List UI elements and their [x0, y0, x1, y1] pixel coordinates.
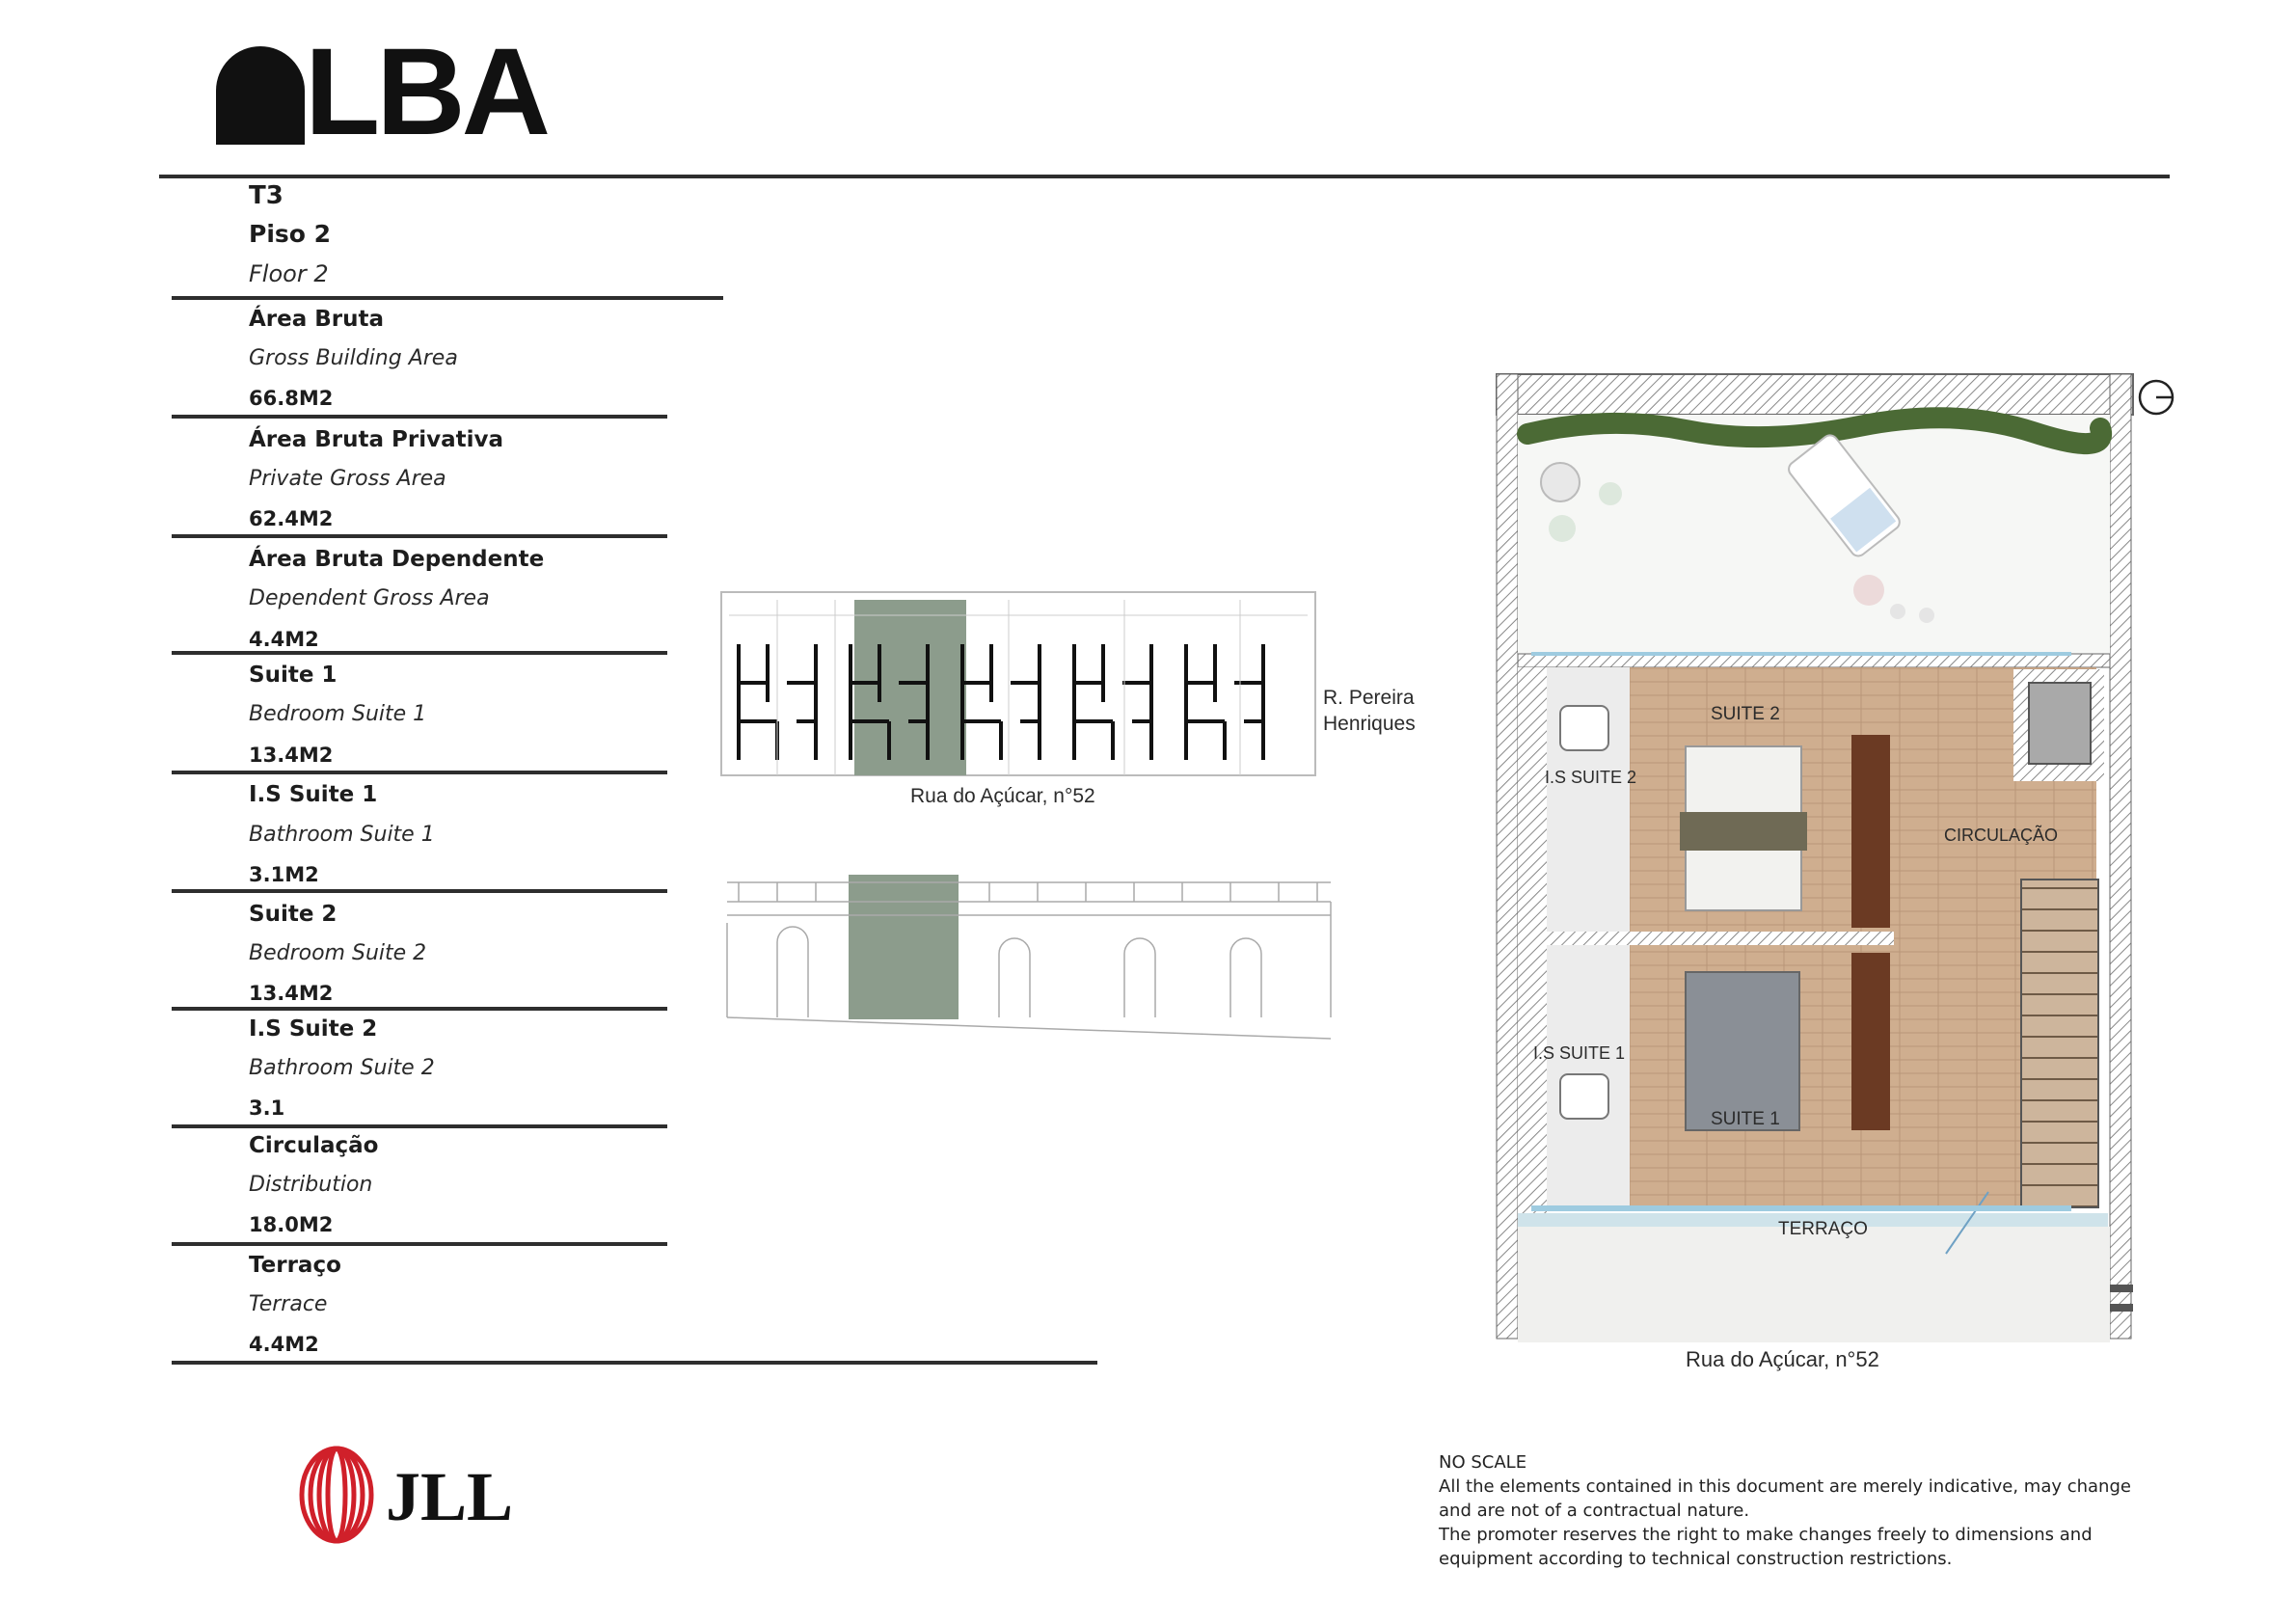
jll-logo	[297, 1445, 519, 1545]
floor-pt: Piso 2	[249, 220, 332, 248]
site-plan	[719, 586, 1317, 779]
room-label-is-suite2: I.S SUITE 2	[1545, 768, 1637, 787]
room-label-terraco: TERRAÇO	[1778, 1219, 1868, 1239]
street-front-label: Rua do Açúcar, n°52	[910, 785, 1095, 807]
jll-mark-icon	[297, 1445, 376, 1545]
area-label-en: Bedroom Suite 1	[249, 702, 427, 726]
brand-logo	[216, 23, 554, 161]
area-value: 13.4M2	[249, 982, 334, 1005]
area-label: I.S Suite 2	[249, 1016, 378, 1042]
divider	[172, 1242, 667, 1246]
area-label: Suite 1	[249, 663, 338, 688]
area-value: 18.0M2	[249, 1213, 334, 1236]
area-label-en: Bathroom Suite 2	[249, 1056, 435, 1080]
north-marker-icon	[2137, 378, 2175, 417]
area-label-en: Terrace	[249, 1292, 328, 1316]
room-label-circulacao: CIRCULAÇÃO	[1944, 826, 2059, 845]
divider	[172, 889, 667, 893]
street-side-line2: Henriques	[1323, 713, 1416, 735]
area-value: 13.4M2	[249, 744, 334, 767]
header-rule	[159, 175, 2170, 178]
disclaimer-line: The promoter reserves the right to make changes freely to dimensions and	[1439, 1525, 2093, 1545]
area-value: 4.4M2	[249, 628, 319, 651]
area-value: 3.1M2	[249, 863, 319, 886]
floor-plan	[1493, 359, 2158, 1342]
area-label-en: Private Gross Area	[249, 467, 446, 491]
divider	[172, 1124, 667, 1128]
area-label: Circulação	[249, 1133, 379, 1158]
street-side-line1: R. Pereira	[1323, 687, 1415, 709]
disclaimer-line: equipment according to technical construction restrictions.	[1439, 1549, 1953, 1569]
unit-type: T3	[249, 181, 284, 210]
room-label-is-suite1: I.S SUITE 1	[1533, 1043, 1626, 1063]
disclaimer-title: NO SCALE	[1439, 1452, 1527, 1473]
arch-icon	[216, 46, 305, 145]
area-label: Terraço	[249, 1253, 341, 1278]
area-value: 4.4M2	[249, 1333, 319, 1356]
divider	[172, 296, 723, 300]
jll-text: JLL	[386, 1458, 514, 1535]
area-label: Área Bruta Privativa	[249, 427, 504, 452]
floor-plan-street: Rua do Açúcar, n°52	[1686, 1347, 1879, 1371]
divider	[172, 771, 667, 774]
divider	[172, 415, 667, 419]
divider	[172, 534, 667, 538]
area-label-en: Dependent Gross Area	[249, 586, 490, 610]
area-label: Área Bruta	[249, 307, 385, 332]
area-label: Área Bruta Dependente	[249, 547, 545, 572]
room-label-suite2: SUITE 2	[1711, 704, 1780, 724]
area-label: Suite 2	[249, 902, 338, 927]
area-value: 3.1	[249, 1096, 285, 1120]
elevation-drawing	[719, 873, 1337, 1046]
divider	[172, 1007, 667, 1011]
floor-en: Floor 2	[249, 260, 329, 287]
logo-text: LBA	[305, 23, 548, 161]
room-label-suite1: SUITE 1	[1711, 1109, 1780, 1129]
disclaimer-line: All the elements contained in this document are merely indicative, may change	[1439, 1476, 2131, 1497]
area-value: 62.4M2	[249, 507, 334, 530]
area-label-en: Distribution	[249, 1173, 373, 1197]
area-label-en: Bedroom Suite 2	[249, 941, 427, 965]
area-label-en: Gross Building Area	[249, 346, 458, 370]
divider	[172, 651, 667, 655]
area-value: 66.8M2	[249, 387, 334, 410]
area-label-en: Bathroom Suite 1	[249, 823, 435, 847]
disclaimer-line: and are not of a contractual nature.	[1439, 1501, 1750, 1521]
area-label: I.S Suite 1	[249, 782, 378, 807]
divider	[172, 1361, 1097, 1365]
